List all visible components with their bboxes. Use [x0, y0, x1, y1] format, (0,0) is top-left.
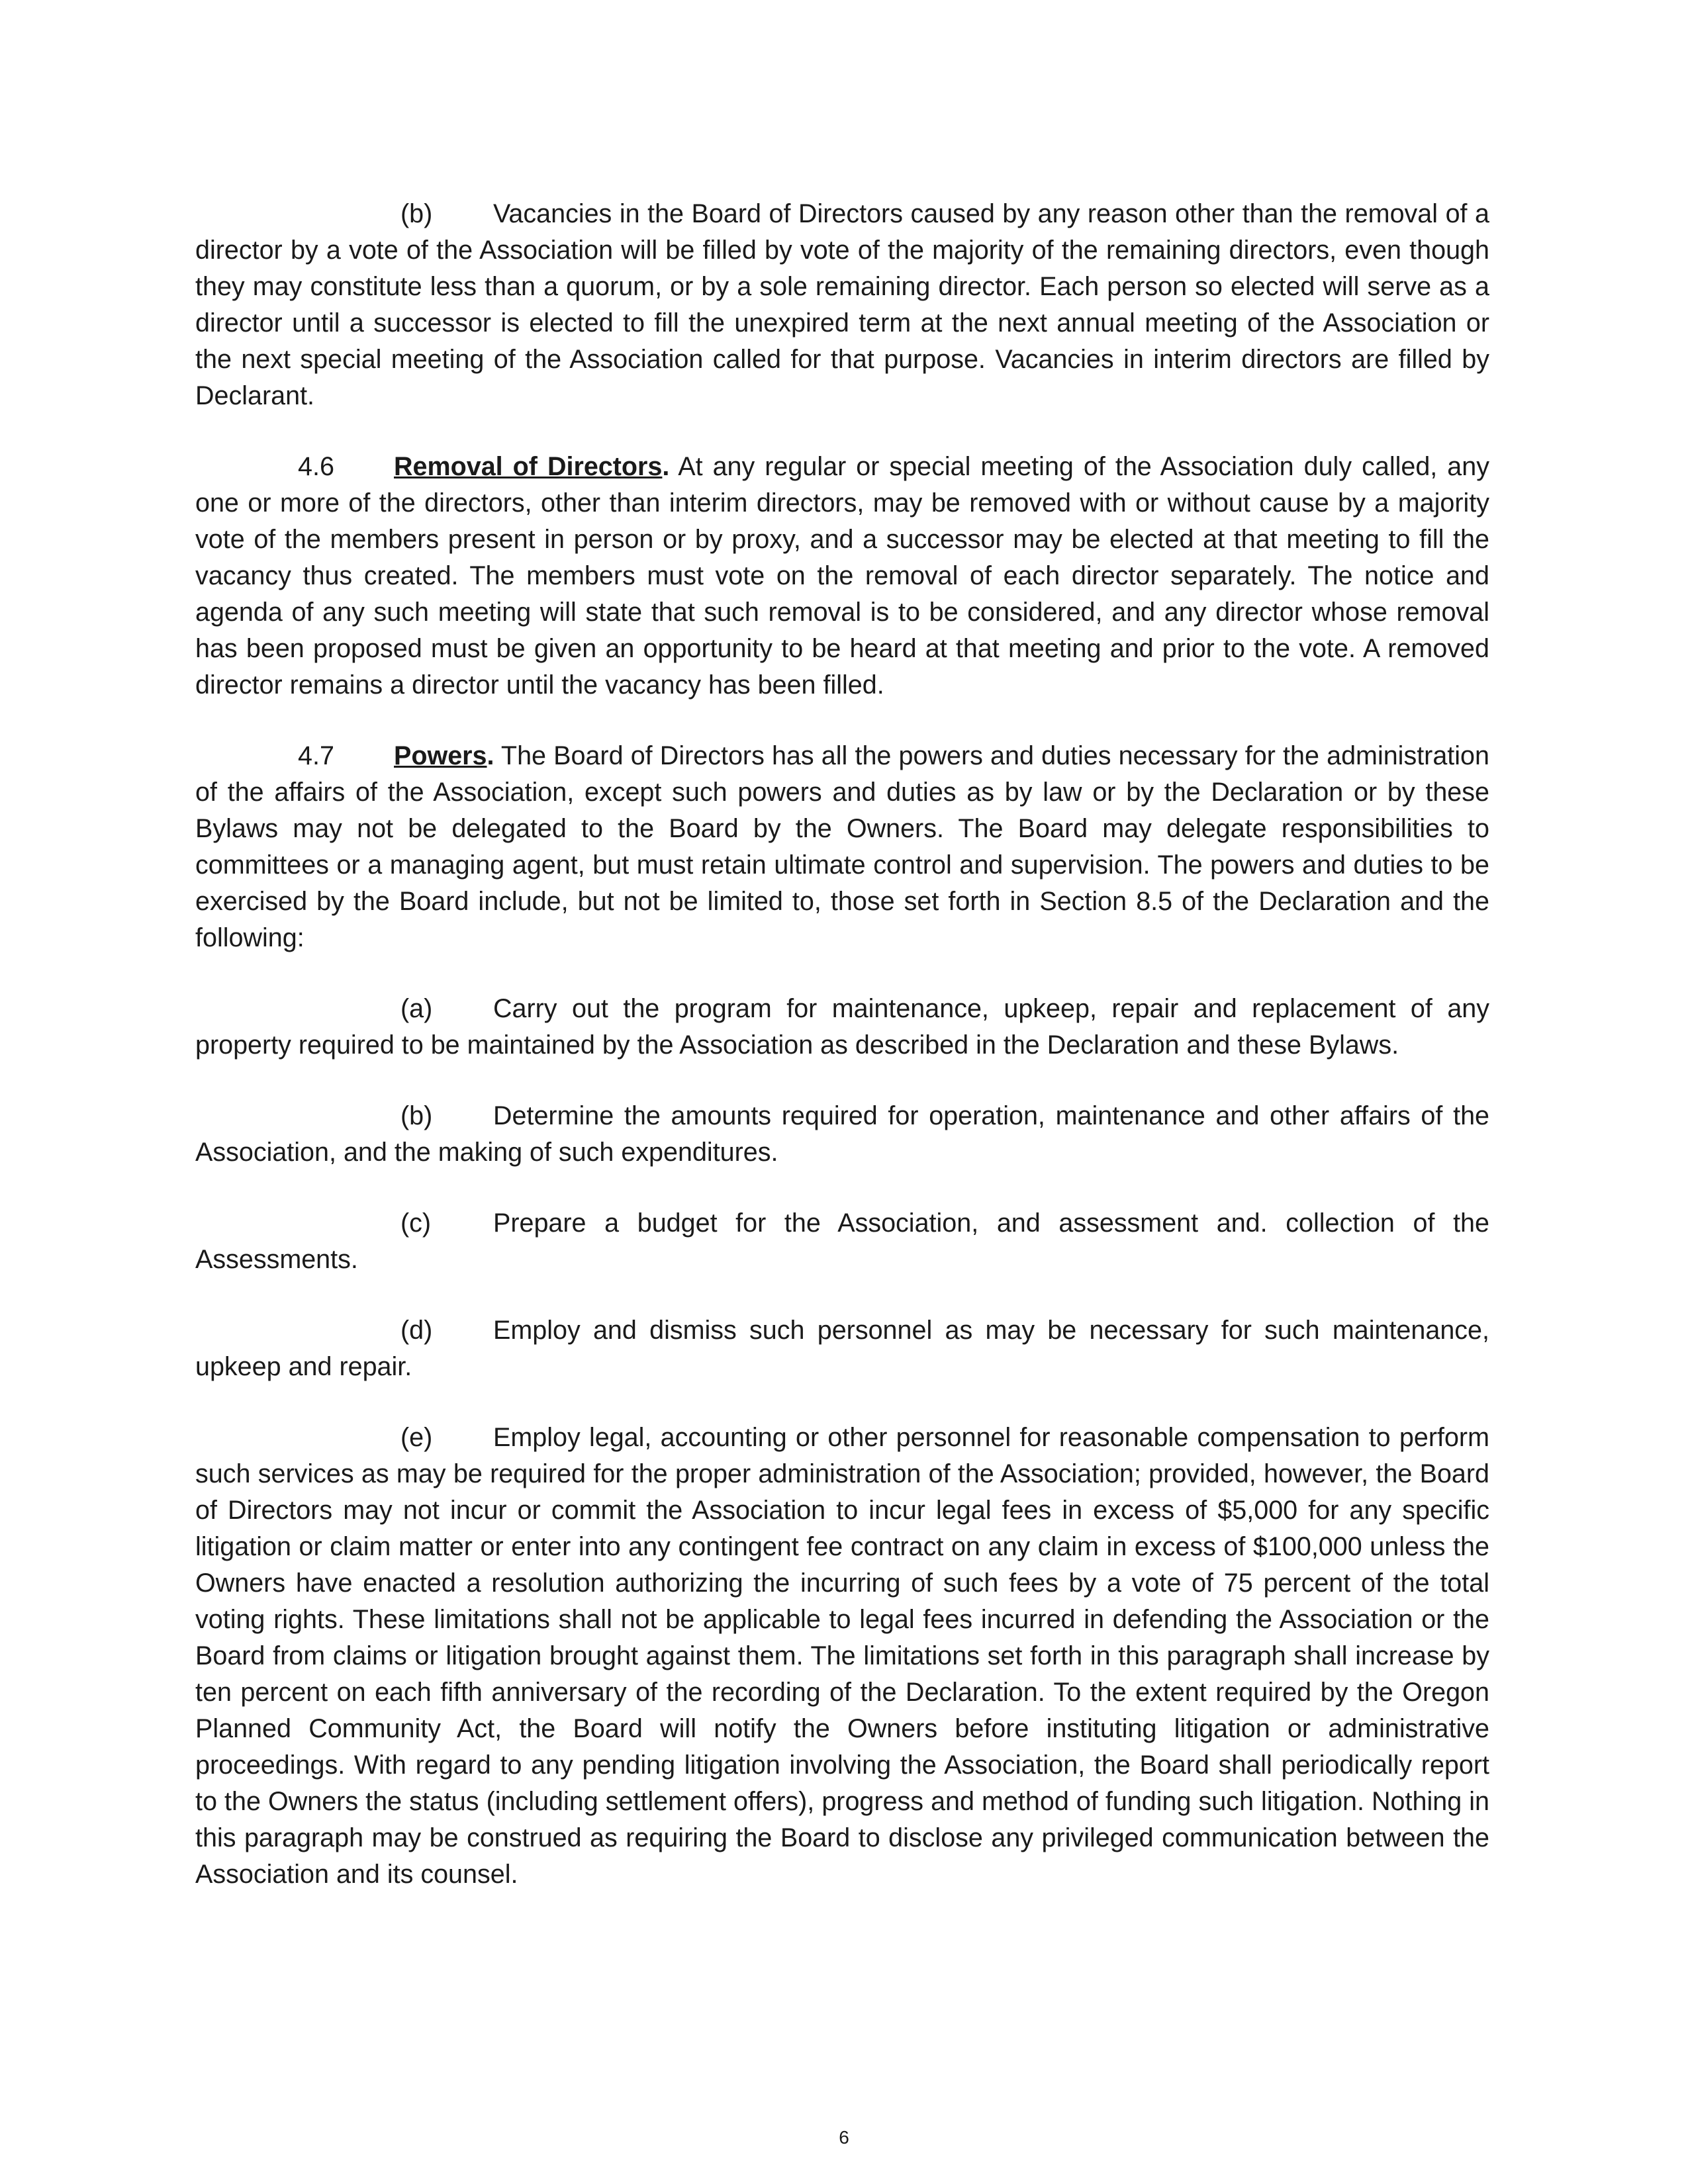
- paragraph-text: Employ and dismiss such personnel as may be necessary for such maintenance, upkeep and repair.: [195, 1316, 1489, 1381]
- section-heading: Removal of Directors: [394, 452, 663, 481]
- item-marker: (d): [400, 1316, 433, 1345]
- heading-period: .: [487, 741, 494, 770]
- heading-period: .: [662, 452, 670, 481]
- list-item-d: [195, 1312, 1489, 1385]
- item-marker: (a): [400, 994, 433, 1023]
- section-4-7-powers: [195, 738, 1489, 956]
- paragraph-text: Vacancies in the Board of Directors caused by any reason other than the removal of a director by a vote of the Association will be filled by vote of the majority of the remaining directors, even though they may constitute less than a quorum, or by a sole remaining director. Each person so elected will serve as a director until a successor is elected to fill the unexpired term at the next annual meeting of the Association or the next special meeting of the Association called for that purpose. Vacancies in interim directors are filled by Declarant.: [195, 199, 1489, 410]
- item-marker: (e): [400, 1423, 433, 1452]
- list-item-c: [195, 1205, 1489, 1278]
- paragraph-text: Employ legal, accounting or other personnel for reasonable compensation to perform such services as may be required for the proper administration of the Association; provided, however, the Board of Directors may not incur or commit the Association to incur legal fees in excess of $5,000 for any specific litigation or claim matter or enter into any contingent fee contract on any claim in excess of $100,000 unless the Owners have enacted a resolution authorizing the incurring of such fees by a vote of 75 percent of the total voting rights. These limitations shall not be applicable to legal fees incurred in defending the Association or the Board from claims or litigation brought against them. The limitations set forth in this paragraph shall increase by ten percent on each fifth anniversary of the recording of the Declaration. To the extent required by the Oregon Planned Community Act, the Board will notify the Owners before instituting litigation or administrative proceedings. With regard to any pending litigation involving the Association, the Board shall periodically report to the Owners the status (including settlement offers), progress and method of funding such litigation. Nothing in this paragraph may be construed as requiring the Board to disclose any privileged communication between the Association and its counsel.: [195, 1423, 1489, 1889]
- item-marker: (b): [400, 1101, 433, 1130]
- section-4-6-removal-of-directors: [195, 449, 1489, 704]
- paragraph-vacancies: [195, 196, 1489, 414]
- paragraph-text: Prepare a budget for the Association, and assessment and. collection of the Assessments.: [195, 1208, 1489, 1274]
- paragraph-text: Determine the amounts required for operation, maintenance and other affairs of the Association, and the making of such expenditures.: [195, 1101, 1489, 1167]
- item-marker: (b): [400, 199, 433, 228]
- page-number: 6: [839, 2127, 849, 2148]
- document-body: [195, 196, 1489, 1893]
- paragraph-text: At any regular or special meeting of the Association duly called, any one or more of the directors, other than interim directors, may be removed with or without cause by a majority vote of the members present in person or by proxy, and a successor may be elected at that meeting to fill the vacancy thus created. The members must vote on the removal of each director separately. The notice and agenda of any such meeting will state that such removal is to be considered, and any director whose removal has been proposed must be given an opportunity to be heard at that meeting and prior to the vote. A removed director remains a director until the vacancy has been filled.: [195, 452, 1489, 700]
- list-item-a: [195, 991, 1489, 1064]
- item-marker: (c): [400, 1208, 432, 1238]
- paragraph-text: The Board of Directors has all the powers and duties necessary for the administration of the affairs of the Association, except such powers and duties as by law or by the Declaration or by these Bylaws may not be delegated to the Board by the Owners. The Board may delegate responsibilities to committees or a managing agent, but must retain ultimate control and supervision. The powers and duties to be exercised by the Board include, but not be limited to, those set forth in Section 8.5 of the Declaration and the following:: [195, 741, 1489, 952]
- section-number: 4.6: [298, 452, 334, 481]
- section-heading: Powers: [394, 741, 487, 770]
- section-number: 4.7: [298, 741, 334, 770]
- list-item-b: [195, 1098, 1489, 1171]
- list-item-e: [195, 1420, 1489, 1893]
- paragraph-text: Carry out the program for maintenance, upkeep, repair and replacement of any property required to be maintained by the Association as described in the Declaration and these Bylaws.: [195, 994, 1489, 1060]
